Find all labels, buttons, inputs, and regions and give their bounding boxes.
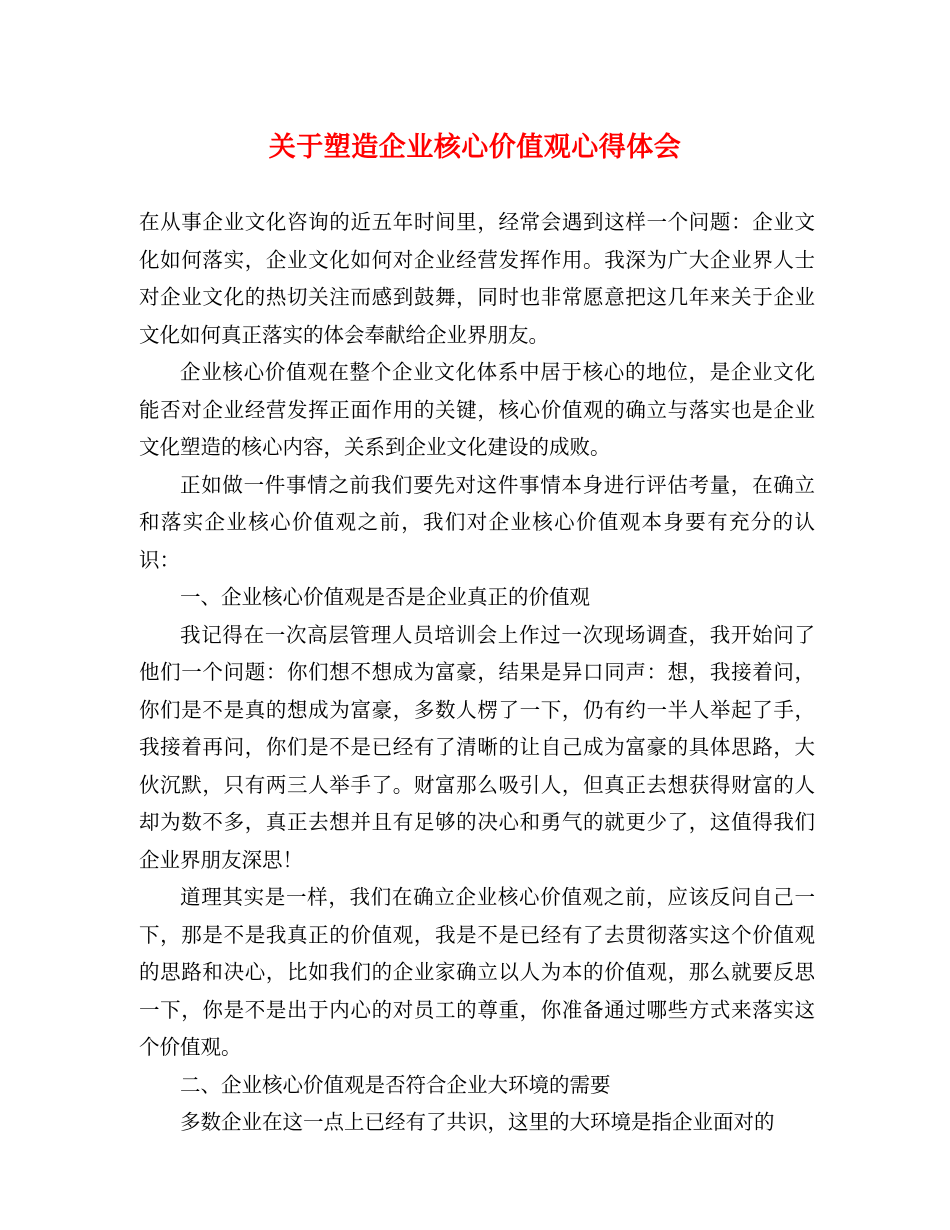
paragraph-evaluation: 正如做一件事情之前我们要先对这件事情本身进行评估考量，在确立和落实企业核心价值观之前，我们对企业核心价值观本身要有充分的认识： — [139, 472, 815, 572]
paragraph-core-value-position: 企业核心价值观在整个企业文化体系中居于核心的地位，是企业文化能否对企业经营发挥正面作用的关键，核心价值观的确立与落实也是企业文化塑造的核心内容，关系到企业文化建设的成败。 — [139, 360, 815, 459]
section-heading-1: 一、企业核心价值观是否是企业真正的价值观 — [180, 585, 590, 609]
paragraph-reflection: 道理其实是一样，我们在确立企业核心价值观之前，应该反问自己一下，那是不是我真正的价值观，我是不是已经有了去贯彻落实这个价值观的思路和决心，比如我们的企业家确立以人为本的价值观，那么就要反思一下，你是不是出于内心的对员工的尊重，你准备通过哪些方式来落实这个价值观。 — [139, 885, 815, 1059]
paragraph-environment: 多数企业在这一点上已经有了共识，这里的大环境是指企业面对的 — [180, 1110, 775, 1134]
paragraph-survey-story: 我记得在一次高层管理人员培训会上作过一次现场调查，我开始问了他们一个问题：你们想不想成为富豪，结果是异口同声：想，我接着问，你们是不是真的想成为富豪，多数人楞了一下，仍有约一半人举起了手，我接着再问，你们是不是已经有了清晰的让自己成为富豪的具体思路，大伙沉默，只有两三人举手了。财富那么吸引人，但真正去想获得财富的人却为数不多，真正去想并且有足够的决心和勇气的就更少了，这值得我们企业界朋友深思！ — [139, 622, 815, 872]
section-heading-2: 二、企业核心价值观是否符合企业大环境的需要 — [180, 1072, 611, 1097]
paragraph-intro: 在从事企业文化咨询的近五年时间里，经常会遇到这样一个问题：企业文化如何落实，企业文化如何对企业经营发挥作用。我深为广大企业界人士对企业文化的热切关注而感到鼓舞，同时也非常愿意把这几年来关于企业文化如何真正落实的体会奉献给企业界朋友。 — [139, 210, 815, 347]
document-title: 关于塑造企业核心价值观心得体会 — [268, 132, 682, 163]
document-body — [139, 204, 815, 1142]
